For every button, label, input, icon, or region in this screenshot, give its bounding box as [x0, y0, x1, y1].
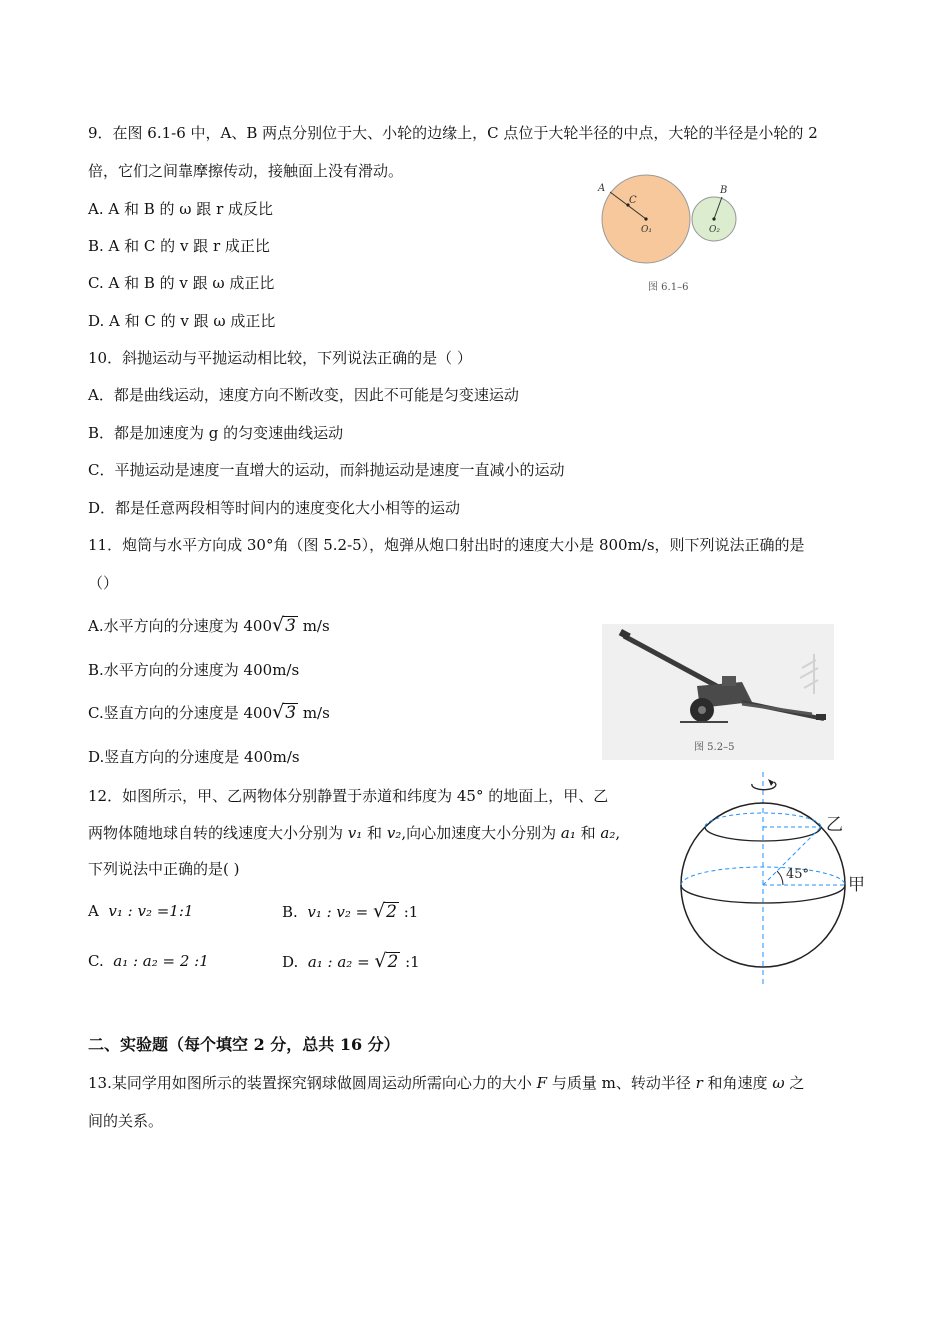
q10-option-c: C．平抛运动是速度一直增大的运动，而斜抛运动是速度一直减小的运动: [88, 461, 565, 479]
q13-stem-line2: 间的关系。: [88, 1112, 164, 1130]
q12-stem-line3: 下列说法中正确的是( ): [88, 860, 240, 878]
q13-text-b: 与质量 m、转动半径: [547, 1074, 696, 1092]
q10-option-d: D．都是任意两段相等时间内的速度变化大小相等的运动: [88, 499, 461, 517]
q12-and-2: 和: [575, 824, 601, 842]
earth-figure: [676, 770, 872, 992]
q13-stem-line1: [88, 1072, 804, 1094]
q12-stem-line2: [88, 822, 620, 844]
label-A: A: [598, 183, 606, 194]
q10-option-b: B．都是加速度为 g 的匀变速曲线运动: [88, 424, 344, 442]
symbol-a1: a₁: [560, 824, 576, 842]
q13-text-a: 13.某同学用如图所示的装置探究钢球做圆周运动所需向心力的大小: [88, 1074, 537, 1092]
q12-and-1: 和: [362, 824, 387, 842]
q11-stem-line2: （）: [88, 574, 119, 592]
q12-option-b-tail: :1: [398, 903, 419, 921]
q12-stem-text-c: ,: [615, 824, 621, 842]
q12-stem-line1: 12．如图所示，甲、乙两物体分别静置于赤道和纬度为 45° 的地面上，甲、乙: [88, 787, 609, 805]
symbol-v2: v₂: [386, 824, 402, 842]
sqrt-sign: √: [272, 701, 285, 723]
q11-option-a-radicand: 3: [285, 616, 296, 636]
symbol-a2: a₂: [600, 824, 616, 842]
q13-text-c: 和角速度: [702, 1074, 773, 1092]
q12-stem-text-b: ,向心加速度大小分别为: [401, 824, 561, 842]
q9-stem-line1: 9．在图 6.1-6 中，A、B 两点分别位于大、小轮的边缘上，C 点位于大轮半径的中点，大轮的半径是小轮的 2: [88, 124, 818, 142]
sqrt-sign: √: [272, 614, 285, 636]
wheels-figure: [592, 168, 752, 298]
label-jia: 甲: [848, 875, 865, 894]
symbol-r: r: [695, 1074, 703, 1092]
q9-stem-line2: 倍，它们之间靠摩擦传动，接触面上没有滑动。: [88, 162, 404, 180]
q13-text-d: 之: [784, 1074, 805, 1092]
sqrt-sign: √: [374, 950, 387, 972]
q9-option-c: C. A 和 B 的 v 跟 ω 成正比: [88, 274, 275, 292]
q12-option-c: [88, 950, 209, 972]
q12-option-b-radicand: 2: [386, 902, 397, 922]
q12-option-c-label: C.: [88, 952, 104, 970]
q9-option-a: A. A 和 B 的 ω 跟 r 成反比: [88, 200, 274, 218]
label-O1: O₁: [641, 225, 652, 235]
q12-option-b-label: B.: [282, 903, 298, 921]
q12-option-d: [282, 950, 420, 973]
q12-option-a-label: A: [88, 902, 99, 920]
angle-label: 45°: [786, 867, 810, 882]
q12-option-d-radicand: 2: [387, 952, 399, 972]
q11-option-a-unit: m/s: [297, 617, 330, 635]
q9-option-d: D. A 和 C 的 v 跟 ω 成正比: [88, 312, 276, 330]
q11-option-a-text: A.水平方向的分速度为 400: [88, 617, 272, 635]
label-B: B: [720, 185, 728, 196]
howitzer-figure: [602, 624, 834, 760]
label-C: C: [629, 195, 637, 206]
label-O2: O₂: [709, 225, 720, 235]
q12-option-a: [88, 900, 193, 922]
q12-option-b: [282, 900, 418, 923]
q12-option-a-math: v₁ : v₂ =1:1: [108, 902, 194, 920]
q11-option-c: [88, 701, 330, 724]
symbol-omega: ω: [772, 1074, 785, 1092]
q12-option-b-math: v₁ : v₂ =: [307, 903, 374, 921]
q11-option-c-unit: m/s: [298, 704, 330, 722]
q11-option-b: B.水平方向的分速度为 400m/s: [88, 661, 300, 679]
q11-option-a: [88, 614, 330, 637]
section-heading: 二、实验题（每个填空 2 分，总共 16 分）: [88, 1035, 400, 1054]
q11-option-c-text: C.竖直方向的分速度是 400: [88, 704, 273, 722]
symbol-v1: v₁: [347, 824, 363, 842]
q12-option-d-label: D.: [282, 953, 299, 971]
q12-option-c-math: a₁ : a₂ = 2 :1: [113, 952, 209, 970]
label-yi: 乙: [826, 815, 843, 834]
symbol-F: F: [536, 1074, 548, 1092]
q12-stem-text-a: 两物体随地球自转的线速度大小分别为: [88, 824, 348, 842]
sqrt-sign: √: [373, 900, 386, 922]
q10-option-a: A．都是曲线运动，速度方向不断改变，因此不可能是匀变速运动: [88, 386, 519, 404]
figure-caption: 图 6.1–6: [648, 282, 689, 293]
q11-option-c-radicand: 3: [285, 703, 297, 723]
q10-stem: 10．斜抛运动与平抛运动相比较，下列说法正确的是（ ）: [88, 349, 472, 367]
q12-option-d-tail: :1: [400, 953, 420, 971]
q9-option-b: B. A 和 C 的 v 跟 r 成正比: [88, 237, 270, 255]
q12-option-d-math: a₁ : a₂ =: [307, 953, 375, 971]
figure-caption: 图 5.2–5: [694, 742, 735, 753]
q11-option-d: D.竖直方向的分速度是 400m/s: [88, 748, 300, 766]
q11-stem-line1: 11．炮筒与水平方向成 30°角（图 5.2-5），炮弹从炮口射出时的速度大小是 800m/s，则下列说法正确的是: [88, 536, 805, 554]
